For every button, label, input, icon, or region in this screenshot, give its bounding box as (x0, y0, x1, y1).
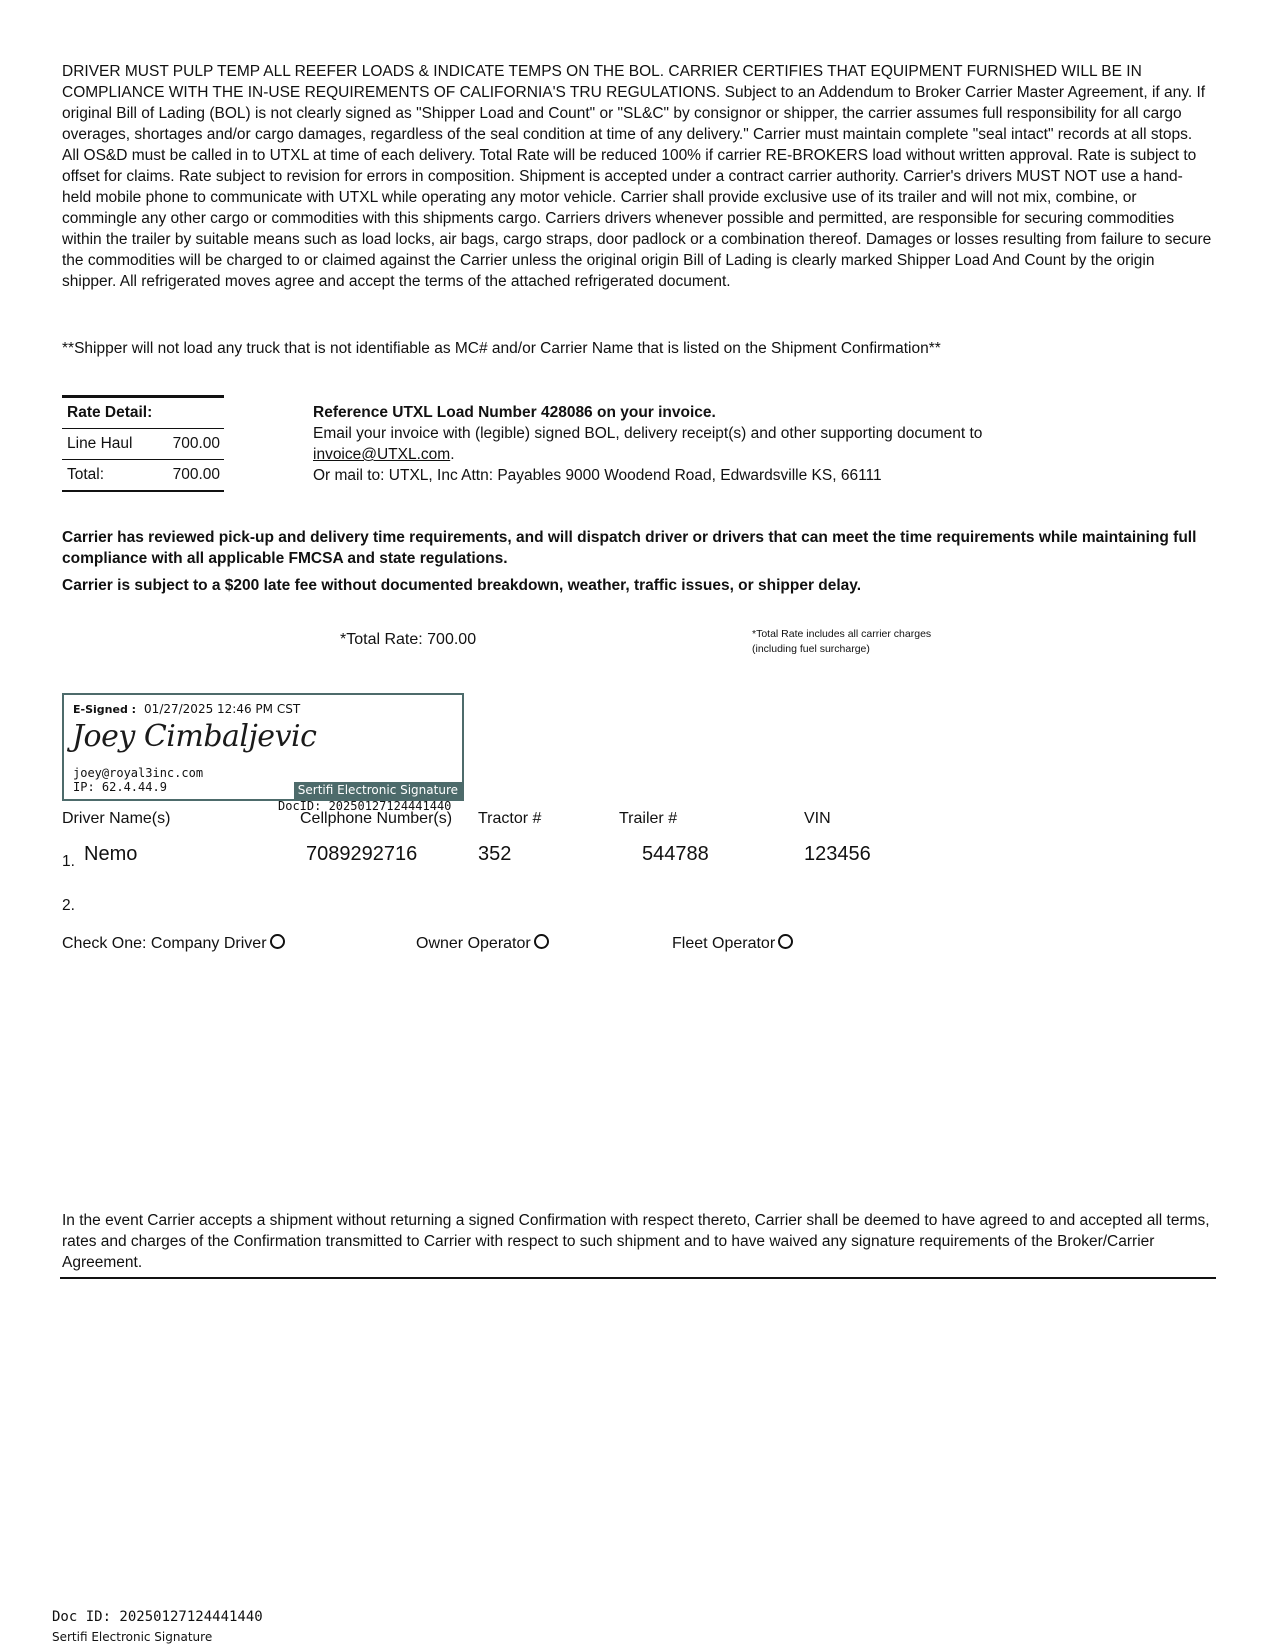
header-trailer: Trailer # (619, 810, 678, 827)
acceptance-clause: In the event Carrier accepts a shipment without returning a signed Confirmation with respect thereto, Carrier shall be deemed to have agreed to and accepted all terms, rates and charges of the Confirmation transmitted to Carrier with respect to such shipment and to have waived any signature requirements of the Broker/Carrier Agreement. (62, 1212, 1210, 1271)
terms-paragraph: DRIVER MUST PULP TEMP ALL REEFER LOADS & INDICATE TEMPS ON THE BOL. CARRIER CERTIFIES THAT EQUIPMENT FURNISHED WILL BE IN COMPLIANCE WITH THE IN-USE REQUIREMENTS OF CALIFORNIA'S TRU REGULATIONS. Subject to an Addendum to Broker Carrier Master Agreement, if any. If original Bill of Lading (BOL) is not clearly signed as "Shipper Load and Count" or "SL&C" by consignor or shipper, the carrier assumes full responsibility for all cargo overages, shortages and/or cargo damages, regardless of the seal condition at time of any delivery." Carrier must maintain complete "seal intact" records at all stops. All OS&D must be called in to UTXL at time of each delivery. Total Rate will be reduced 100% if carrier RE-BROKERS load without written approval. Rate is subject to offset for claims. Rate subject to revision for errors in composition. Shipment is accepted under a contract carrier authority. Carrier's drivers MUST NOT use a hand-held mobile phone to communicate with UTXL while operating any motor vehicle. Carrier shall provide exclusive use of its trailer and will not mix, combine, or commingle any other cargo or commodities with this shipments cargo. Carriers drivers whenever possible and permitted, are responsible for securing commodities within the trailer by suitable means such as load locks, air bags, cargo straps, door padlock or a combination thereof. Damages or losses resulting from failure to secure the commodities will be charged to or claimed against the Carrier unless the original origin Bill of Lading is clearly marked Shipper Load And Count by the origin shipper. All refrigerated moves agree and accept the terms of the attached refrigerated document. (62, 63, 1212, 290)
header-cellphone: Cellphone Number(s) (300, 810, 453, 827)
owner-operator-option (416, 934, 549, 953)
line-haul-value: 700.00 (172, 435, 220, 452)
row-number-2: 2. (62, 897, 75, 914)
invoice-email-text: Email your invoice with (legible) signed BOL, delivery receipt(s) and other supporting document to (313, 425, 983, 442)
signature-box (62, 693, 464, 801)
signer-ip: IP: 62.4.44.9 (73, 780, 167, 794)
shipper-note: **Shipper will not load any truck that is not identifiable as MC# and/or Carrier Name that is listed on the Shipment Confirmation** (62, 340, 941, 357)
total-rate: *Total Rate: 700.00 (340, 631, 477, 648)
row-number-1: 1. (62, 853, 75, 870)
header-driver-name: Driver Name(s) (62, 810, 171, 827)
line-haul-row (62, 429, 224, 460)
invoice-mail-line: Or mail to: UTXL, Inc Attn: Payables 9000 Woodend Road, Edwardsville KS, 66111 (313, 467, 882, 484)
pickup-notice: Carrier has reviewed pick-up and delivery time requirements, and will dispatch driver or drivers that can meet the time requirements while maintaining full compliance with all applicable FMCSA and state regulations. (62, 529, 1197, 567)
rate-detail-box (62, 395, 224, 492)
trailer-value: 544788 (642, 843, 709, 865)
invoice-email-line: Email your invoice with (legible) signed BOL, delivery receipt(s) and other supporting document to invoice@UTXL.com. (313, 425, 983, 463)
fleet-operator-label: Fleet Operator (672, 935, 776, 952)
carrier-notices (62, 527, 1212, 602)
late-fee-notice: Carrier is subject to a $200 late fee without documented breakdown, weather, traffic issues, or shipper delay. (62, 577, 862, 594)
cellphone-value: 7089292716 (306, 843, 418, 865)
rate-total-value: 700.00 (172, 466, 220, 483)
rate-detail-header (62, 398, 224, 429)
rate-total-row (62, 460, 224, 492)
tractor-value: 352 (478, 843, 512, 865)
company-driver-radio[interactable] (270, 934, 285, 949)
invoice-email-link[interactable]: invoice@UTXL.com (313, 446, 451, 463)
invoice-instructions (313, 402, 1093, 486)
handwritten-signature: Joey Cimbaljevic (72, 719, 317, 754)
esigned-date: 01/27/2025 12:46 PM CST (144, 702, 301, 716)
total-rate-note: *Total Rate includes all carrier charges (including fuel surcharge) (752, 628, 932, 655)
owner-operator-radio[interactable] (534, 934, 549, 949)
esigned-label: E-Signed : (73, 703, 137, 716)
line-haul-label: Line Haul (67, 435, 133, 452)
fleet-operator-radio[interactable] (778, 934, 793, 949)
signer-details (73, 766, 203, 794)
footer-divider (60, 1277, 1216, 1279)
signature-doc-id: DocID: 20250127124441440 (278, 799, 452, 813)
rate-total-label: Total: (67, 466, 105, 483)
esigned-line (73, 702, 300, 716)
invoice-reference: Reference UTXL Load Number 428086 on your invoice. (313, 404, 716, 421)
header-tractor: Tractor # (478, 810, 542, 827)
footer-sertifi: Sertifi Electronic Signature (52, 1630, 213, 1644)
check-one-label: Check One: Company Driver (62, 935, 267, 952)
vin-value: 123456 (804, 843, 871, 865)
header-vin: VIN (804, 810, 831, 827)
fleet-operator-option (672, 934, 793, 953)
driver-name-value: Nemo (84, 843, 138, 865)
sertifi-badge: Sertifi Electronic Signature (294, 782, 462, 799)
company-driver-option (62, 934, 285, 953)
signer-email: joey@royal3inc.com (73, 766, 204, 780)
owner-operator-label: Owner Operator (416, 935, 531, 952)
footer-doc-id: Doc ID: 20250127124441440 (52, 1609, 263, 1625)
rate-detail-title: Rate Detail: (67, 404, 153, 421)
